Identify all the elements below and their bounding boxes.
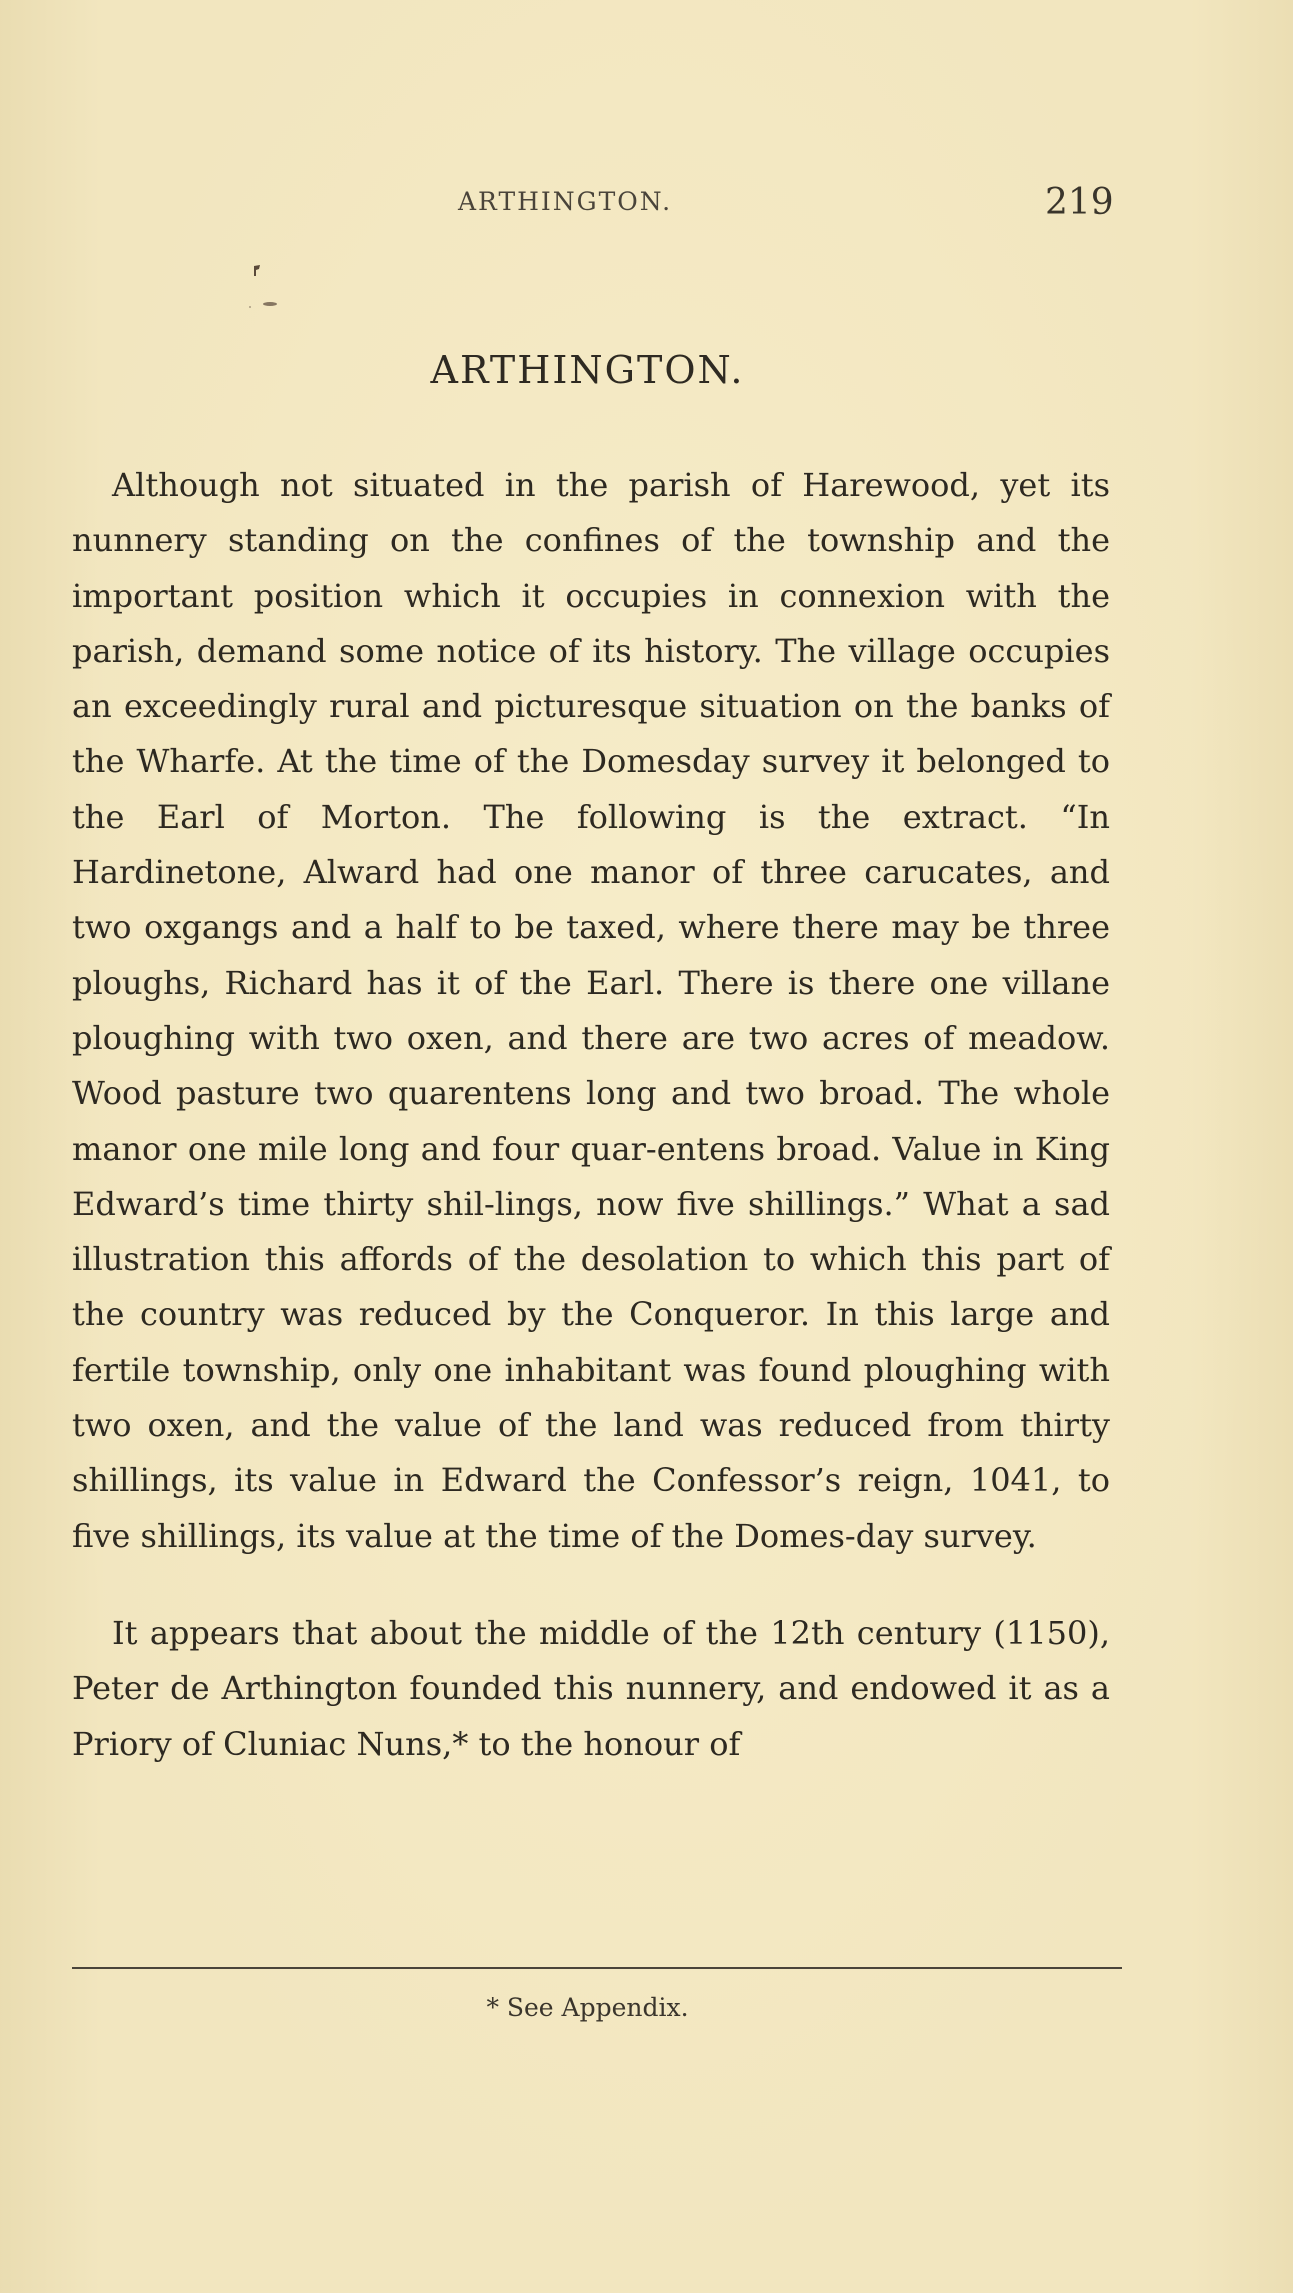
ink-specks (248, 262, 288, 312)
running-head: ARTHINGTON. (458, 187, 673, 216)
chapter-title: ARTHINGTON. (430, 348, 745, 392)
page-number: 219 (1045, 182, 1114, 223)
footnote: * See Appendix. (486, 1993, 689, 2022)
body-text (72, 458, 1110, 1772)
paragraph-2: It appears that about the middle of the 12th century (1150), Peter de Arthington founded this nunnery, and endowed it as a Priory of Cluniac Nuns,* to the honour of (72, 1613, 1110, 1763)
paragraph-1: Although not situated in the parish of Harewood, yet its nunnery standing on the confines of the township and the important position which it occupies in connexion with the parish, demand some notice of its history. The village occupies an exceedingly rural and picturesque situation on the banks of the Wharfe. At the time of the Domesday survey it belonged to the Earl of Morton. The following is the extract. “In Hardinetone, Alward had one manor of three carucates, and two oxgangs and a half to be taxed, where there may be three ploughs, Richard has it of the Earl. There is there one villane ploughing with two oxen, and there are two acres of meadow. Wood pasture two quarentens long and two broad. The whole manor one mile long and four quar-entens broad. Value in King Edward’s time thirty shil-lings, now five shillings.” What a sad illustration this affords of the desolation to which this part of the country was reduced by the Conqueror. In this large and fertile township, only one inhabitant was found ploughing with two oxen, and the value of the land was reduced from thirty shillings, its value in Edward the Confessor’s reign, 1041, to five shillings, its value at the time of the Domes-day survey. (72, 466, 1110, 1555)
footnote-divider (72, 1967, 1122, 1969)
